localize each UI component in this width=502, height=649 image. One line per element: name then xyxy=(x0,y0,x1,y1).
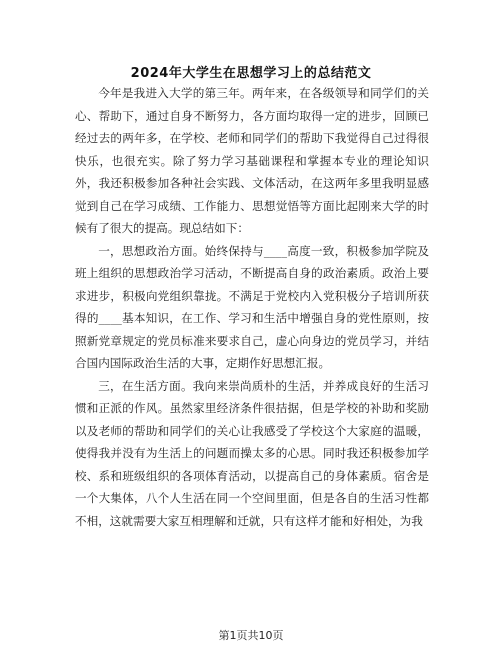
paragraph-political: 一，思想政治方面。始终保持与____高度一致，积极参加学院及班上组织的思想政治学习活动，不断提高自身的政治素质。政治上要求进步，积极向党组织靠拢。不满足于党校内入党积极分子培训所获得的____基本知识，在工作、学习和生活中增强自身的党性原则，按照新党章规定的党员标准来要求自己，虚心向身边的党员学习，并结合国内国际政治生活的大事，定期作好思想汇报。 xyxy=(75,243,429,370)
page-number-footer: 第1页共10页 xyxy=(218,629,284,642)
document-body xyxy=(75,82,429,532)
document-title: 2024年大学生在思想学习上的总结范文 xyxy=(130,66,372,81)
paragraph-life: 三，在生活方面。我向来崇尚质朴的生活，并养成良好的生活习惯和正派的作风。虽然家里经济条件很拮据，但是学校的补助和奖励以及老师的帮助和同学们的关心让我感受了学校这个大家庭的温暖，使得我并没有为生活上的问题而操太多的心思。同时我还积极参加学校、系和班级组织的各项体育活动，以提高自己的身体素质。宿舍是一个大集体，八个人生活在同一个空间里面，但是各自的生活习性都不相，这就需要大家互相理解和迁就，只有这样才能和好相处，为我 xyxy=(75,378,429,528)
paragraph-intro: 今年是我进入大学的第三年。两年来，在各级领导和同学们的关心、帮助下，通过自身不断努力，各方面均取得一定的进步，回顾已经过去的两年多，在学校、老师和同学们的帮助下我觉得自己过得很快乐，也很充实。除了努力学习基础课程和掌握本专业的理论知识外，我还积极参加各种社会实践、文体活动，在这两年多里我明显感觉到自己在学习成绩、工作能力、思想觉悟等方面比起刚来大学的时候有了很大的提高。现总结如下： xyxy=(75,86,429,235)
